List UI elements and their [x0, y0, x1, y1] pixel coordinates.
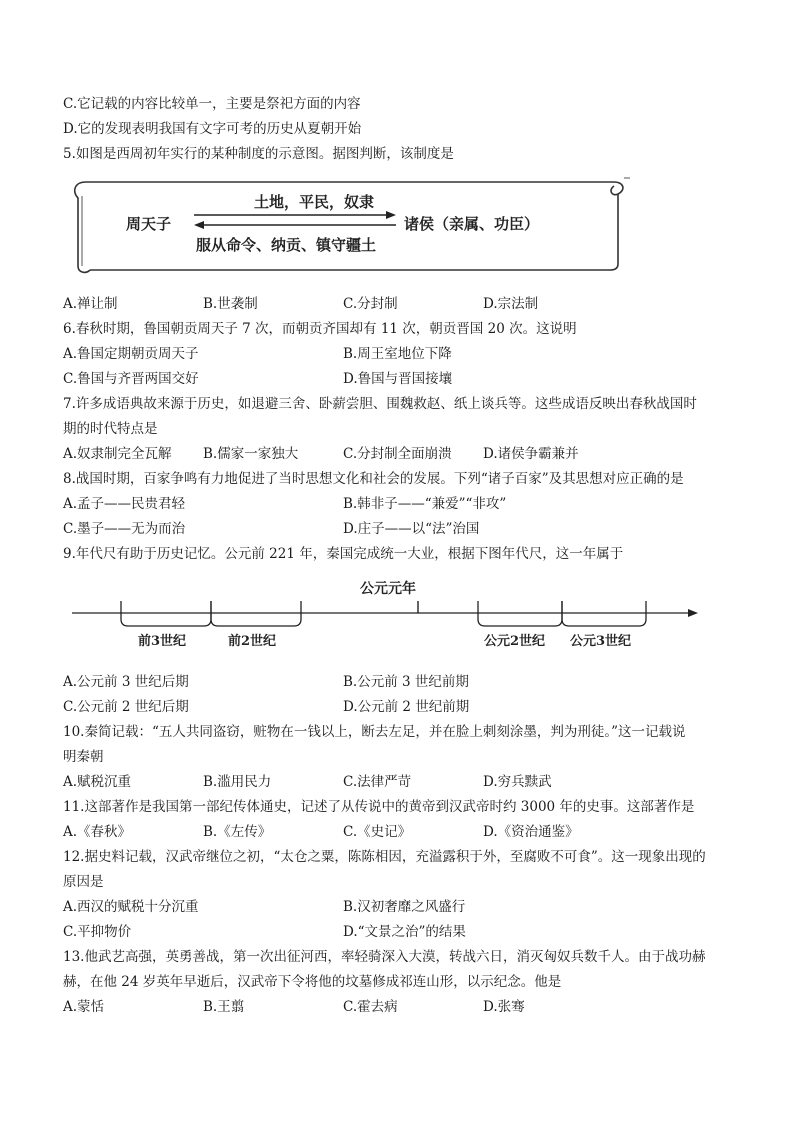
q5-option-c[interactable]: C.分封制 — [343, 296, 398, 312]
q9-options-row1 — [63, 670, 743, 690]
question-7-line1: 7.许多成语典故来源于历史，如退避三舍、卧薪尝胆、围魏救赵、纸上谈兵等。这些成语反映出春秋战国时 — [63, 396, 697, 412]
segment-label-2: 前2世纪 — [228, 634, 277, 649]
q7-option-b[interactable]: B.儒家一家独大 — [203, 446, 299, 462]
scroll-label-king: 周天子 — [126, 215, 172, 233]
timeline-diagram — [66, 577, 706, 657]
q12-options-row1 — [63, 895, 743, 915]
segment-label-1: 前3世纪 — [138, 634, 187, 649]
q6-options-row1 — [63, 342, 743, 362]
scroll-label-duties: 服从命令、纳贡、镇守疆土 — [196, 236, 377, 254]
q8-options-row2 — [63, 517, 743, 537]
q10-option-a[interactable]: A.赋税沉重 — [63, 774, 132, 790]
scroll-label-grants: 土地，平民，奴隶 — [254, 193, 375, 211]
q11-option-b[interactable]: B.《左传》 — [203, 824, 272, 840]
question-5: 5.如图是西周初年实行的某种制度的示意图。据图判断，该制度是 — [63, 146, 454, 162]
q7-option-a[interactable]: A.奴隶制完全瓦解 — [63, 446, 172, 462]
q5-option-a[interactable]: A.禅让制 — [63, 296, 118, 312]
q11-options — [63, 820, 743, 840]
question-13-line2: 赫，在他 24 岁英年早逝后，汉武帝下令将他的坟墓修成祁连山形，以示纪念。他是 — [63, 974, 562, 990]
q5-options — [63, 292, 743, 312]
q11-option-d[interactable]: D.《资治通鉴》 — [483, 824, 579, 840]
q8-option-d[interactable]: D.庄子——以“法”治国 — [343, 521, 480, 537]
feudal-system-scroll-diagram — [66, 170, 636, 276]
question-10-line2: 明秦朝 — [63, 749, 104, 765]
q10-option-b[interactable]: B.滥用民力 — [203, 774, 272, 790]
question-6: 6.春秋时期，鲁国朝贡周天子 7 次，而朝贡齐国却有 11 次，朝贡晋国 20 次。这说明 — [63, 321, 577, 337]
q12-options-row2 — [63, 920, 743, 940]
q8-option-b[interactable]: B.韩非子——“兼爱”“非攻” — [343, 496, 507, 512]
segment-label-4: 公元3世纪 — [570, 634, 632, 649]
question-12-line2: 原因是 — [63, 874, 104, 890]
q6-option-c[interactable]: C.鲁国与齐晋两国交好 — [63, 371, 199, 387]
q8-option-a[interactable]: A.孟子——民贵君轻 — [63, 496, 186, 512]
question-11: 11.这部著作是我国第一部纪传体通史，记述了从传说中的黄帝到汉武帝时约 3000 年的史事。这部著作是 — [63, 799, 695, 815]
q7-option-c[interactable]: C.分封制全面崩溃 — [343, 446, 452, 462]
q9-options-row2 — [63, 695, 743, 715]
q11-option-a[interactable]: A.《春秋》 — [63, 824, 132, 840]
question-10-line1: 10.秦简记载：“五人共同盗窃，赃物在一钱以上，断去左足，并在脸上刺刻涂墨，判为刑徒。”这一记载说 — [63, 724, 686, 740]
question-8: 8.战国时期，百家争鸣有力地促进了当时思想文化和社会的发展。下列“诸子百家”及其思想对应正确的是 — [63, 471, 684, 487]
q12-option-c[interactable]: C.平抑物价 — [63, 924, 132, 940]
q6-option-b[interactable]: B.周王室地位下降 — [343, 346, 452, 362]
q13-option-c[interactable]: C.霍去病 — [343, 999, 398, 1015]
q10-option-d[interactable]: D.穷兵黩武 — [483, 774, 552, 790]
q10-option-c[interactable]: C.法律严苛 — [343, 774, 412, 790]
q5-option-d[interactable]: D.宗法制 — [483, 296, 539, 312]
timeline-svg — [66, 577, 706, 657]
q7-option-d[interactable]: D.诸侯争霸兼并 — [483, 446, 579, 462]
q6-options-row2 — [63, 367, 743, 387]
question-9: 9.年代尺有助于历史记忆。公元前 221 年，秦国完成统一大业，根据下图年代尺，这一年属于 — [63, 546, 624, 562]
q7-options — [63, 442, 743, 462]
q9-option-b[interactable]: B.公元前 3 世纪前期 — [343, 674, 469, 690]
scroll-svg — [66, 170, 636, 276]
q5-option-b[interactable]: B.世袭制 — [203, 296, 258, 312]
arrow-to-lords-head — [386, 211, 396, 219]
q13-options — [63, 995, 743, 1015]
q13-option-a[interactable]: A.蒙恬 — [63, 999, 105, 1015]
q10-options — [63, 770, 743, 790]
question-13-line1: 13.他武艺高强，英勇善战，第一次出征河西，率轻骑深入大漠，转战六日，消灭匈奴兵数千人。由于战功赫 — [63, 949, 706, 965]
q9-option-a[interactable]: A.公元前 3 世纪后期 — [63, 674, 189, 690]
q13-option-b[interactable]: B.王翦 — [203, 999, 245, 1015]
q4-option-d: D.它的发现表明我国有文字可考的历史从夏朝开始 — [63, 121, 362, 137]
q6-option-a[interactable]: A.鲁国定期朝贡周天子 — [63, 346, 199, 362]
q9-option-d[interactable]: D.公元前 2 世纪前期 — [343, 699, 470, 715]
question-12-line1: 12.据史料记载，汉武帝继位之初，“太仓之粟，陈陈相因，充溢露积于外，至腐败不可食”。这一现象出现的 — [63, 849, 706, 865]
q12-option-a[interactable]: A.西汉的赋税十分沉重 — [63, 899, 199, 915]
q12-option-d[interactable]: D.“文景之治”的结果 — [343, 924, 466, 940]
q4-option-c: C.它记载的内容比较单一，主要是祭祀方面的内容 — [63, 96, 361, 112]
q12-option-b[interactable]: B.汉初奢靡之风盛行 — [343, 899, 466, 915]
arrow-to-king-head — [194, 221, 204, 229]
q13-option-d[interactable]: D.张骞 — [483, 999, 525, 1015]
scroll-label-lords: 诸侯（亲属、功臣） — [404, 215, 540, 233]
q6-option-d[interactable]: D.鲁国与晋国接壤 — [343, 371, 453, 387]
timeline-center-label: 公元元年 — [360, 581, 416, 597]
q11-option-c[interactable]: C.《史记》 — [343, 824, 412, 840]
timeline-arrow-head — [688, 609, 698, 617]
q8-option-c[interactable]: C.墨子——无为而治 — [63, 521, 186, 537]
question-7-line2: 期的时代特点是 — [63, 421, 158, 437]
segment-label-3: 公元2世纪 — [484, 634, 546, 649]
q9-option-c[interactable]: C.公元前 2 世纪后期 — [63, 699, 189, 715]
q8-options-row1 — [63, 492, 743, 512]
